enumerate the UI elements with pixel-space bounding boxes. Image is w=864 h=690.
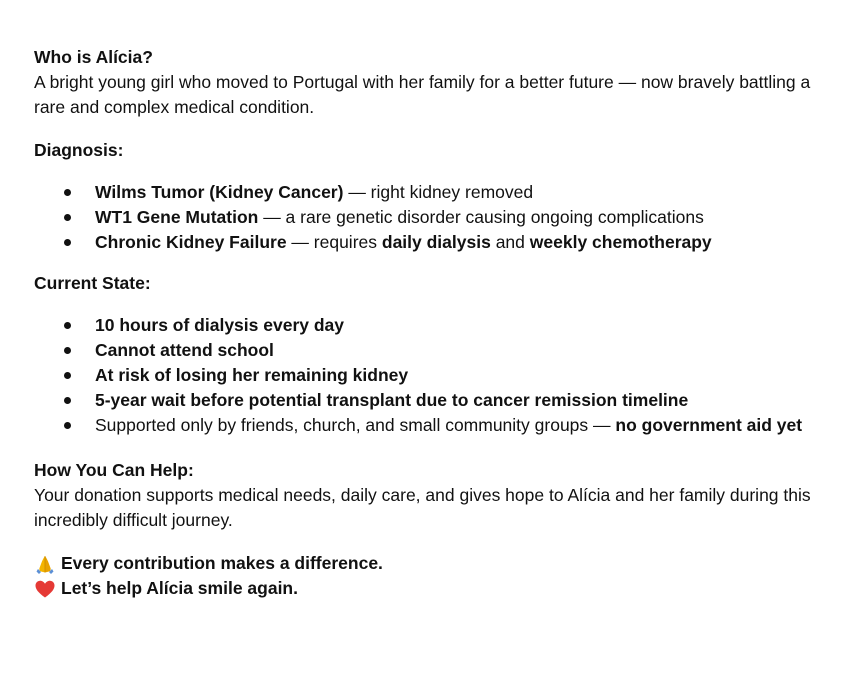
list-item: WT1 Gene Mutation — a rare genetic disorder causing ongoing complications xyxy=(62,205,834,230)
cta-text-1: Every contribution makes a difference. xyxy=(61,553,383,573)
cta-line-2 xyxy=(34,576,834,601)
list-item: 10 hours of dialysis every day xyxy=(62,313,834,338)
cta-text-2: Let’s help Alícia smile again. xyxy=(61,578,298,598)
help-section xyxy=(34,458,834,533)
intro-section xyxy=(34,45,834,120)
current-state-heading: Current State: xyxy=(34,273,151,293)
document xyxy=(34,45,834,601)
intro-heading: Who is Alícia? xyxy=(34,47,153,67)
help-heading: How You Can Help: xyxy=(34,460,194,480)
red-heart-icon xyxy=(34,578,56,600)
list-item: Cannot attend school xyxy=(62,338,834,363)
diagnosis-heading: Diagnosis: xyxy=(34,140,124,160)
intro-body: A bright young girl who moved to Portugal with her family for a better future — now bravely battling a rare and complex medical condition. xyxy=(34,72,811,117)
praying-hands-icon xyxy=(34,553,56,575)
current-state-list xyxy=(34,313,834,438)
list-item: 5-year wait before potential transplant due to cancer remission timeline xyxy=(62,388,834,413)
list-item: Wilms Tumor (Kidney Cancer) — right kidney removed xyxy=(62,180,834,205)
help-body: Your donation supports medical needs, daily care, and gives hope to Alícia and her family during this incredibly difficult journey. xyxy=(34,485,811,530)
current-state-section xyxy=(34,271,834,296)
call-to-action xyxy=(34,551,834,601)
diagnosis-list xyxy=(34,180,834,255)
cta-line-1 xyxy=(34,551,834,576)
list-item: At risk of losing her remaining kidney xyxy=(62,363,834,388)
diagnosis-section xyxy=(34,138,834,163)
list-item: Chronic Kidney Failure — requires daily dialysis and weekly chemotherapy xyxy=(62,230,834,255)
list-item: Supported only by friends, church, and small community groups — no government aid yet xyxy=(62,413,834,438)
